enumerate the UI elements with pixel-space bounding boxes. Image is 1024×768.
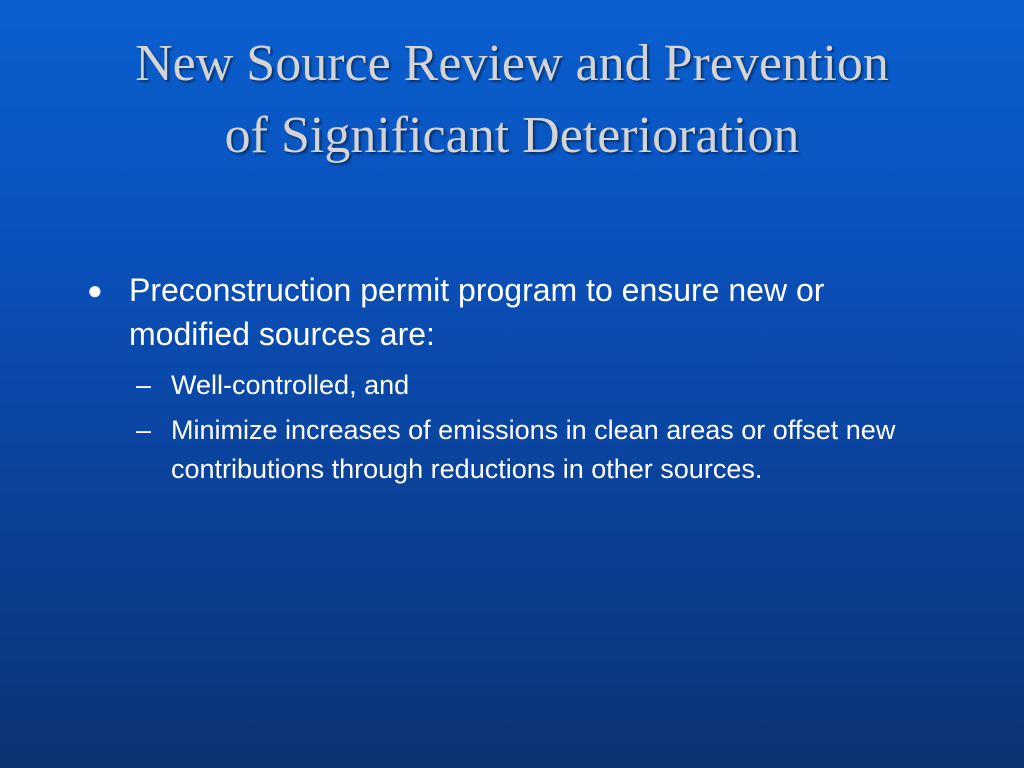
bullet-item <box>85 268 945 356</box>
dash-icon: – <box>136 415 152 445</box>
sub-bullet-text: Well-controlled, and <box>171 370 410 400</box>
sub-bullet-list <box>136 366 945 489</box>
dash-icon: – <box>136 370 152 400</box>
bullet-text: Preconstruction permit program to ensure new or modified sources are: <box>129 272 825 352</box>
sub-bullet-text: Minimize increases of emissions in clean areas or offset new contributions through reductions in other sources. <box>171 415 896 484</box>
sub-bullet-item <box>136 411 945 489</box>
bullet-dot-icon: ● <box>87 275 103 305</box>
sub-bullet-item <box>136 366 945 405</box>
slide-title: New Source Review and Prevention of Significant Deterioration <box>135 35 889 164</box>
slide-body <box>85 268 945 495</box>
